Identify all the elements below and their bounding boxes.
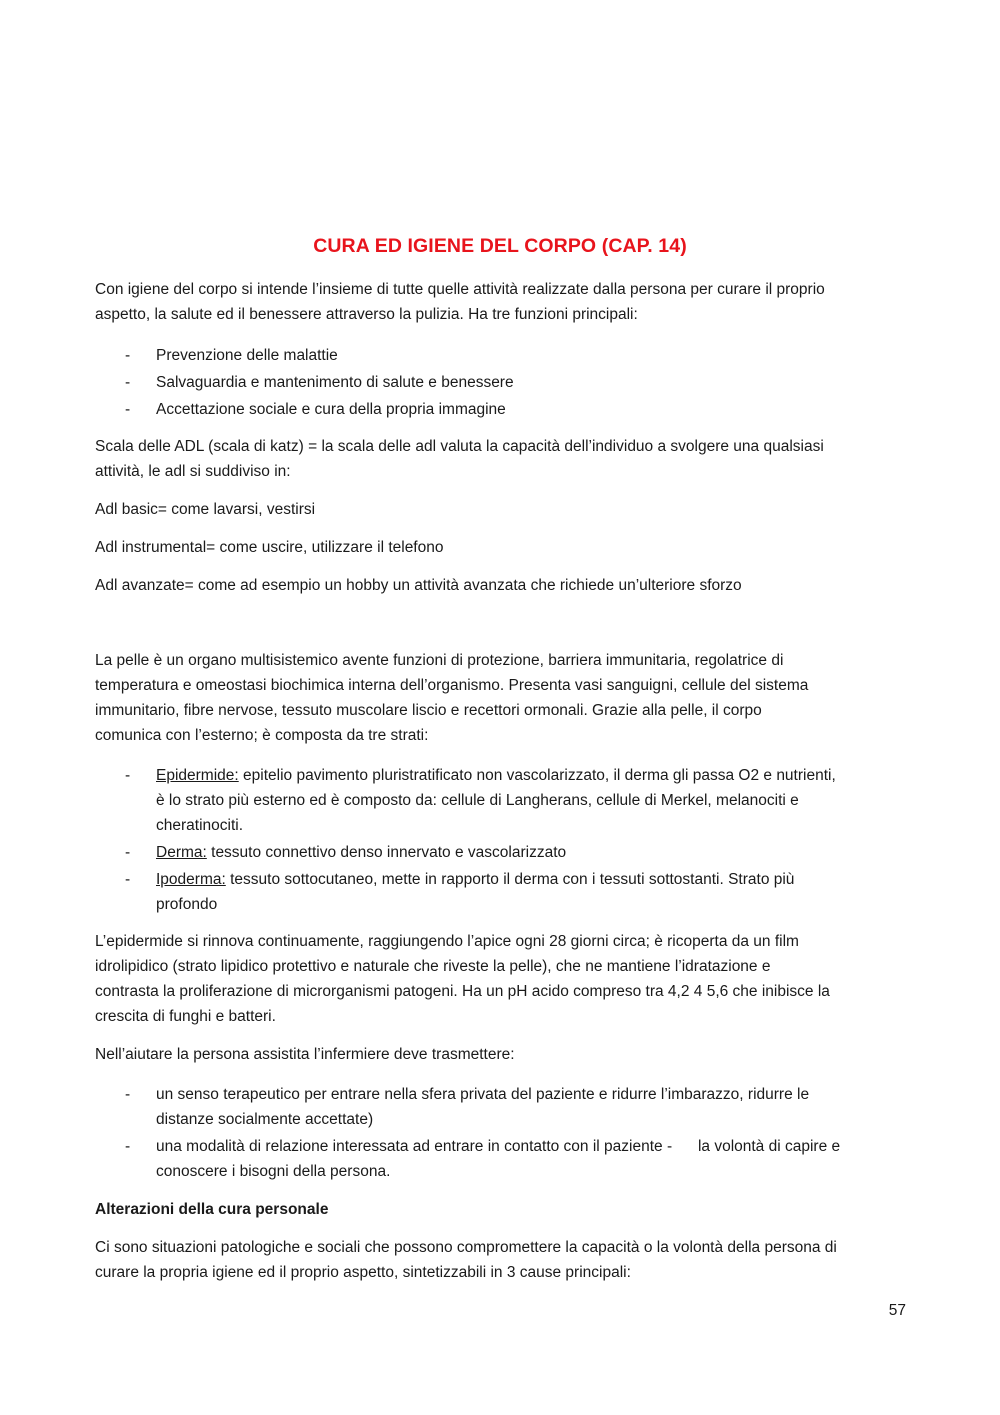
dash-bullet: - <box>125 374 131 391</box>
dash-bullet: - <box>125 1138 131 1155</box>
dash-bullet: - <box>125 871 131 888</box>
list-item: - Prevenzione delle malattie <box>95 342 910 369</box>
alterations-paragraph: Ci sono situazioni patologiche e sociali che possono compromettere la capacità o la volontà della persona di curare la propria igiene ed il proprio aspetto, sintetizzabili in 3 cause principali: <box>95 1239 837 1281</box>
list-item-ipoderma: - Ipoderma: tessuto sottocutaneo, mette in rapporto il derma con i tessuti sottostanti. Strato più profondo <box>95 867 910 917</box>
epidermis-paragraph: L’epidermide si rinnova continuamente, raggiungendo l’apice ogni 28 giorni circa; è ricoperta da un film idrolipidico (strato lipidico protettivo e naturale che riveste la pelle), che ne mantiene l’idratazione e contrasta la proliferazione di microrganismi patogeni. Ha un pH acido compreso tra 4,2 4 5,6 che inibisce la crescita di funghi e batteri. <box>95 933 830 1025</box>
skin-line-4: comunica con l’esterno; è composta da tre strati: <box>95 727 429 744</box>
layer-term: Epidermide: <box>156 767 239 784</box>
list-item-epidermide: - Epidermide: epitelio pavimento pluristratificato non vascolarizzato, il derma gli passa O2 e nutrienti, è lo strato più esterno ed è composto da: cellule di Langherans, cellule di Merkel, melanociti e cheratinociti. <box>95 763 910 838</box>
nurse-intro: Nell’aiutare la persona assistita l’infermiere deve trasmettere: <box>95 1046 515 1063</box>
intro-line-1: Con igiene del corpo si intende l’insieme di tutte quelle attività realizzate dalla persona per curare il proprio <box>95 281 825 298</box>
list-item: - Accettazione sociale e cura della propria immagine <box>95 396 910 423</box>
intro-line-2: aspetto, la salute ed il benessere attraverso la pulizia. Ha tre funzioni principali: <box>95 306 638 323</box>
section-heading: Alterazioni della cura personale <box>95 1201 329 1218</box>
adl-advanced: Adl avanzate= come ad esempio un hobby un attività avanzata che richiede un’ulteriore sforzo <box>95 577 742 594</box>
adl-paragraph <box>95 434 910 484</box>
adl-line-1: Scala delle ADL (scala di katz) = la scala delle adl valuta la capacità dell’individuo a svolgere una qualsiasi <box>95 438 824 455</box>
layer-term: Ipoderma: <box>156 871 226 888</box>
adl-basic: Adl basic= come lavarsi, vestirsi <box>95 501 316 518</box>
page-title: CURA ED IGIENE DEL CORPO (CAP. 14) <box>313 235 687 257</box>
skin-line-3: immunitario, fibre nervose, tessuto muscolare liscio e recettori ormonali. Grazie alla pelle, il corpo <box>95 702 762 719</box>
list-item: - un senso terapeutico per entrare nella sfera privata del paziente e ridurre l’imbarazzo, ridurre le distanze socialmente accettate) <box>95 1082 910 1132</box>
dash-bullet: - <box>125 844 131 861</box>
skin-paragraph <box>95 648 910 748</box>
skin-line-1: La pelle è un organo multisistemico avente funzioni di protezione, barriera immunitaria, regolatrice di <box>95 652 784 669</box>
adl-line-2: attività, le adl si suddiviso in: <box>95 463 291 480</box>
list-item: - una modalità di relazione interessata ad entrare in contatto con il paziente - la volontà di capire e conoscere i bisogni della persona. <box>95 1134 910 1184</box>
dash-bullet: - <box>125 347 131 364</box>
layer-term: Derma: <box>156 844 207 861</box>
list-item: - Salvaguardia e mantenimento di salute e benessere <box>95 369 910 396</box>
dash-bullet: - <box>125 767 131 784</box>
functions-list <box>95 342 910 423</box>
page-number: 57 <box>888 1302 906 1319</box>
list-item-derma: - Derma: tessuto connettivo denso innervato e vascolarizzato <box>95 840 910 865</box>
skin-layers-list <box>95 763 910 917</box>
dash-bullet: - <box>125 401 131 418</box>
dash-bullet: - <box>125 1086 131 1103</box>
nurse-list <box>95 1082 910 1184</box>
intro-paragraph <box>95 277 910 327</box>
adl-instrumental: Adl instrumental= come uscire, utilizzare il telefono <box>95 539 444 556</box>
skin-line-2: temperatura e omeostasi biochimica interna dell’organismo. Presenta vasi sanguigni, cellule del sistema <box>95 677 809 694</box>
